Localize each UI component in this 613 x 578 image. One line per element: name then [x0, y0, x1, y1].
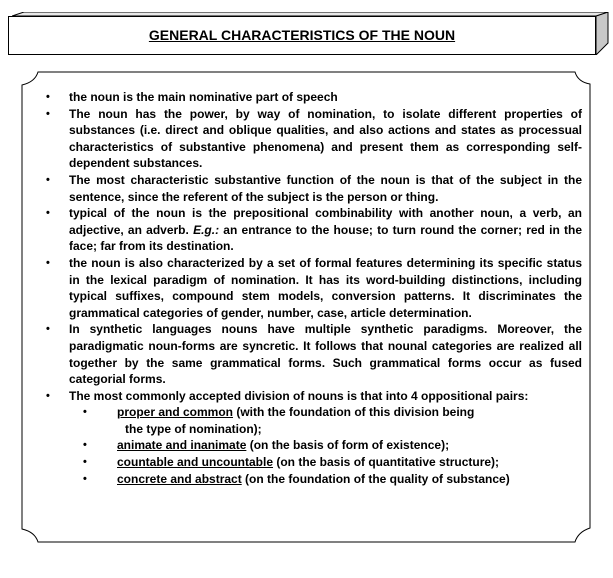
- pair-term: animate and inanimate: [117, 438, 247, 453]
- characteristics-list: [42, 89, 582, 487]
- pair-term: proper and common: [117, 405, 234, 420]
- pair-item: [69, 404, 582, 437]
- bullet-icon: •: [83, 472, 87, 485]
- bullet-icon: •: [46, 256, 50, 269]
- list-item-text: the noun is the main nominative part of speech: [69, 90, 338, 104]
- list-item-text: The most commonly accepted division of nouns is that into 4 oppositional pairs:: [69, 388, 529, 403]
- pair-description: (on the basis of quantitative structure);: [273, 455, 500, 470]
- list-item: [42, 388, 582, 488]
- pair-description: (on the basis of form of existence);: [246, 438, 450, 453]
- page-title: GENERAL CHARACTERISTICS OF THE NOUN: [148, 27, 456, 43]
- bullet-icon: •: [46, 107, 50, 120]
- list-item: [42, 89, 582, 106]
- list-item: [42, 205, 582, 255]
- list-item-text: The most characteristic substantive function of the noun is that of the subject in the sentence, since the referent of the subject is the person or thing.: [69, 172, 582, 204]
- pair-item: [69, 471, 582, 488]
- bullet-icon: •: [46, 389, 50, 402]
- list-item-text: The noun has the power, by way of nomination, to isolate different properties of substances (i.e. direct and oblique qualities, and also actions and states as processual characteristics of substantive phenomena) and present them as corresponding self-dependent substances.: [69, 106, 582, 171]
- bullet-icon: •: [46, 173, 50, 186]
- list-item: [42, 106, 582, 172]
- bullet-icon: •: [83, 439, 87, 452]
- list-item-text: the noun is also characterized by a set of formal features determining its specific status in the lexical paradigm of nomination. It has its word-building distinctions, including typical suffixes, compound stem models, conversion patterns. It discriminates the grammatical categories of gender, number, case, article determination.: [69, 255, 582, 320]
- bullet-icon: •: [83, 456, 87, 469]
- pair-term: concrete and abstract: [117, 471, 242, 486]
- pair-term: countable and uncountable: [117, 455, 274, 470]
- list-item-text: an entrance to the house; to turn round the corner; red in the face; far from its destination.: [69, 222, 582, 254]
- list-item: [42, 255, 582, 321]
- example-label: E.g.:: [193, 222, 220, 237]
- pair-description-continued: the type of nomination);: [125, 421, 262, 436]
- list-item-text: typical of the noun is the prepositional combinability with another noun, a verb, an adjective, an adverb.: [69, 206, 582, 237]
- pair-item: [69, 437, 582, 454]
- list-item: [42, 172, 582, 205]
- bullet-icon: •: [46, 91, 50, 103]
- list-item-text: In synthetic languages nouns have multiple synthetic paradigms. Moreover, the paradigmatic noun-forms are syncretic. It follows that nounal categories are realized all together by the same grammatical forms. Such grammatical forms occur as fused categorial forms.: [69, 322, 582, 387]
- pair-item: [69, 454, 582, 471]
- oppositional-pairs-list: [69, 404, 582, 487]
- pair-description: (on the foundation of the quality of substance): [241, 471, 510, 486]
- list-item: [42, 321, 582, 387]
- bullet-icon: •: [83, 406, 87, 419]
- content-body: [42, 89, 582, 487]
- pair-description: (with the foundation of this division being: [233, 405, 475, 420]
- bullet-icon: •: [46, 323, 50, 336]
- title-banner: [8, 16, 596, 55]
- bullet-icon: •: [46, 207, 50, 220]
